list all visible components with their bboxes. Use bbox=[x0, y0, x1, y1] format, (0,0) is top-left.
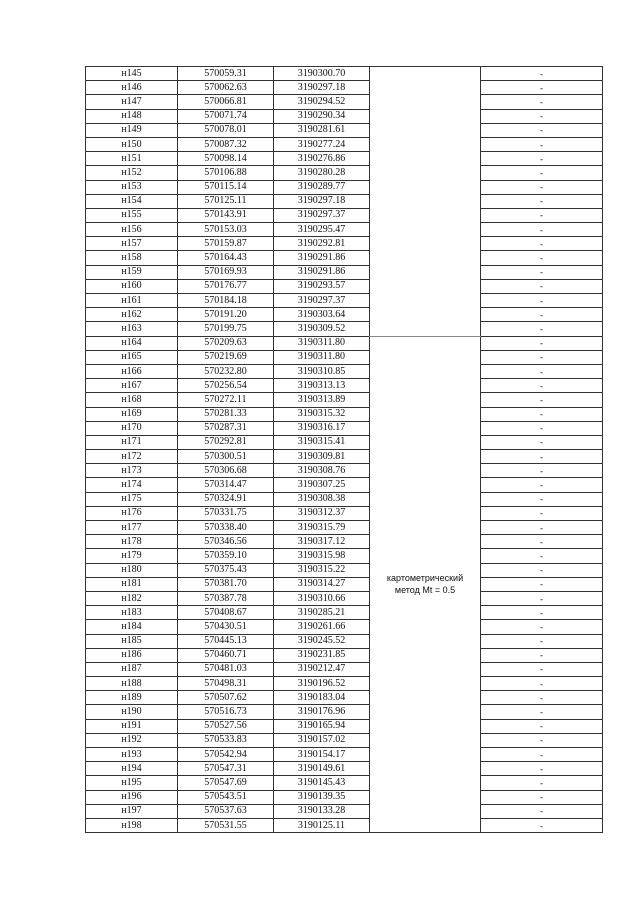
table-row bbox=[86, 620, 603, 634]
note-cell: - bbox=[481, 691, 603, 705]
table-row bbox=[86, 790, 603, 804]
x-coordinate-cell: 570507.62 bbox=[178, 691, 274, 705]
table-row bbox=[86, 606, 603, 620]
note-cell: - bbox=[481, 634, 603, 648]
note-cell: - bbox=[481, 237, 603, 251]
x-coordinate-cell: 570219.69 bbox=[178, 350, 274, 364]
note-cell: - bbox=[481, 123, 603, 137]
x-coordinate-cell: 570115.14 bbox=[178, 180, 274, 194]
note-cell: - bbox=[481, 577, 603, 591]
point-id-cell: н181 bbox=[86, 577, 178, 591]
y-coordinate-cell: 3190309.81 bbox=[274, 450, 370, 464]
y-coordinate-cell: 3190312.37 bbox=[274, 506, 370, 520]
point-id-cell: н183 bbox=[86, 606, 178, 620]
table-row bbox=[86, 152, 603, 166]
table-row bbox=[86, 364, 603, 378]
x-coordinate-cell: 570331.75 bbox=[178, 506, 274, 520]
y-coordinate-cell: 3190310.85 bbox=[274, 364, 370, 378]
note-cell: - bbox=[481, 194, 603, 208]
y-coordinate-cell: 3190295.47 bbox=[274, 223, 370, 237]
point-id-cell: н146 bbox=[86, 81, 178, 95]
table-row bbox=[86, 577, 603, 591]
table-row bbox=[86, 223, 603, 237]
y-coordinate-cell: 3190212.47 bbox=[274, 662, 370, 676]
note-cell: - bbox=[481, 109, 603, 123]
point-id-cell: н177 bbox=[86, 521, 178, 535]
note-cell: - bbox=[481, 251, 603, 265]
y-coordinate-cell: 3190149.61 bbox=[274, 762, 370, 776]
table-row bbox=[86, 237, 603, 251]
point-id-cell: н148 bbox=[86, 109, 178, 123]
note-cell: - bbox=[481, 818, 603, 832]
y-coordinate-cell: 3190277.24 bbox=[274, 137, 370, 151]
note-cell: - bbox=[481, 776, 603, 790]
point-id-cell: н194 bbox=[86, 762, 178, 776]
y-coordinate-cell: 3190157.02 bbox=[274, 733, 370, 747]
point-id-cell: н153 bbox=[86, 180, 178, 194]
x-coordinate-cell: 570381.70 bbox=[178, 577, 274, 591]
y-coordinate-cell: 3190300.70 bbox=[274, 67, 370, 81]
y-coordinate-cell: 3190313.13 bbox=[274, 379, 370, 393]
point-id-cell: н188 bbox=[86, 677, 178, 691]
point-id-cell: н152 bbox=[86, 166, 178, 180]
coordinates-table bbox=[85, 66, 603, 833]
point-id-cell: н162 bbox=[86, 308, 178, 322]
table-row bbox=[86, 662, 603, 676]
y-coordinate-cell: 3190285.21 bbox=[274, 606, 370, 620]
x-coordinate-cell: 570098.14 bbox=[178, 152, 274, 166]
y-coordinate-cell: 3190314.27 bbox=[274, 577, 370, 591]
table-row bbox=[86, 265, 603, 279]
point-id-cell: н145 bbox=[86, 67, 178, 81]
y-coordinate-cell: 3190165.94 bbox=[274, 719, 370, 733]
note-cell: - bbox=[481, 308, 603, 322]
x-coordinate-cell: 570346.56 bbox=[178, 535, 274, 549]
table-row bbox=[86, 194, 603, 208]
y-coordinate-cell: 3190308.38 bbox=[274, 492, 370, 506]
note-cell: - bbox=[481, 677, 603, 691]
x-coordinate-cell: 570543.51 bbox=[178, 790, 274, 804]
point-id-cell: н176 bbox=[86, 506, 178, 520]
point-id-cell: н164 bbox=[86, 336, 178, 350]
y-coordinate-cell: 3190139.35 bbox=[274, 790, 370, 804]
point-id-cell: н154 bbox=[86, 194, 178, 208]
x-coordinate-cell: 570300.51 bbox=[178, 450, 274, 464]
note-cell: - bbox=[481, 662, 603, 676]
x-coordinate-cell: 570078.01 bbox=[178, 123, 274, 137]
x-coordinate-cell: 570516.73 bbox=[178, 705, 274, 719]
method-cell-upper bbox=[370, 67, 481, 337]
point-id-cell: н163 bbox=[86, 322, 178, 336]
x-coordinate-cell: 570209.63 bbox=[178, 336, 274, 350]
table-row bbox=[86, 464, 603, 478]
table-row bbox=[86, 492, 603, 506]
note-cell: - bbox=[481, 450, 603, 464]
point-id-cell: н189 bbox=[86, 691, 178, 705]
y-coordinate-cell: 3190293.57 bbox=[274, 279, 370, 293]
x-coordinate-cell: 570531.55 bbox=[178, 818, 274, 832]
point-id-cell: н197 bbox=[86, 804, 178, 818]
x-coordinate-cell: 570287.31 bbox=[178, 421, 274, 435]
point-id-cell: н191 bbox=[86, 719, 178, 733]
y-coordinate-cell: 3190297.18 bbox=[274, 81, 370, 95]
table-row bbox=[86, 677, 603, 691]
x-coordinate-cell: 570375.43 bbox=[178, 563, 274, 577]
note-cell: - bbox=[481, 549, 603, 563]
table-row bbox=[86, 691, 603, 705]
x-coordinate-cell: 570066.81 bbox=[178, 95, 274, 109]
table-row bbox=[86, 180, 603, 194]
point-id-cell: н158 bbox=[86, 251, 178, 265]
point-id-cell: н172 bbox=[86, 450, 178, 464]
x-coordinate-cell: 570159.87 bbox=[178, 237, 274, 251]
table-row bbox=[86, 748, 603, 762]
table-row bbox=[86, 123, 603, 137]
y-coordinate-cell: 3190183.04 bbox=[274, 691, 370, 705]
y-coordinate-cell: 3190308.76 bbox=[274, 464, 370, 478]
table-row bbox=[86, 421, 603, 435]
y-coordinate-cell: 3190290.34 bbox=[274, 109, 370, 123]
note-cell: - bbox=[481, 705, 603, 719]
x-coordinate-cell: 570087.32 bbox=[178, 137, 274, 151]
y-coordinate-cell: 3190315.79 bbox=[274, 521, 370, 535]
y-coordinate-cell: 3190291.86 bbox=[274, 265, 370, 279]
y-coordinate-cell: 3190245.52 bbox=[274, 634, 370, 648]
table-row bbox=[86, 521, 603, 535]
x-coordinate-cell: 570533.83 bbox=[178, 733, 274, 747]
point-id-cell: н190 bbox=[86, 705, 178, 719]
x-coordinate-cell: 570430.51 bbox=[178, 620, 274, 634]
y-coordinate-cell: 3190289.77 bbox=[274, 180, 370, 194]
point-id-cell: н159 bbox=[86, 265, 178, 279]
x-coordinate-cell: 570256.54 bbox=[178, 379, 274, 393]
y-coordinate-cell: 3190307.25 bbox=[274, 478, 370, 492]
x-coordinate-cell: 570143.91 bbox=[178, 208, 274, 222]
table-row bbox=[86, 350, 603, 364]
note-cell: - bbox=[481, 322, 603, 336]
coordinates-table-body bbox=[86, 67, 603, 833]
note-cell: - bbox=[481, 137, 603, 151]
note-cell: - bbox=[481, 733, 603, 747]
note-cell: - bbox=[481, 719, 603, 733]
point-id-cell: н166 bbox=[86, 364, 178, 378]
y-coordinate-cell: 3190315.98 bbox=[274, 549, 370, 563]
point-id-cell: н175 bbox=[86, 492, 178, 506]
y-coordinate-cell: 3190196.52 bbox=[274, 677, 370, 691]
y-coordinate-cell: 3190145.43 bbox=[274, 776, 370, 790]
point-id-cell: н193 bbox=[86, 748, 178, 762]
y-coordinate-cell: 3190294.52 bbox=[274, 95, 370, 109]
point-id-cell: н178 bbox=[86, 535, 178, 549]
note-cell: - bbox=[481, 748, 603, 762]
point-id-cell: н180 bbox=[86, 563, 178, 577]
y-coordinate-cell: 3190281.61 bbox=[274, 123, 370, 137]
note-cell: - bbox=[481, 67, 603, 81]
y-coordinate-cell: 3190276.86 bbox=[274, 152, 370, 166]
point-id-cell: н187 bbox=[86, 662, 178, 676]
note-cell: - bbox=[481, 804, 603, 818]
y-coordinate-cell: 3190297.37 bbox=[274, 208, 370, 222]
x-coordinate-cell: 570281.33 bbox=[178, 407, 274, 421]
table-row bbox=[86, 208, 603, 222]
table-row bbox=[86, 81, 603, 95]
note-cell: - bbox=[481, 336, 603, 350]
y-coordinate-cell: 3190315.41 bbox=[274, 435, 370, 449]
note-cell: - bbox=[481, 152, 603, 166]
y-coordinate-cell: 3190231.85 bbox=[274, 648, 370, 662]
table-row bbox=[86, 776, 603, 790]
point-id-cell: н186 bbox=[86, 648, 178, 662]
note-cell: - bbox=[481, 95, 603, 109]
x-coordinate-cell: 570071.74 bbox=[178, 109, 274, 123]
point-id-cell: н160 bbox=[86, 279, 178, 293]
x-coordinate-cell: 570481.03 bbox=[178, 662, 274, 676]
note-cell: - bbox=[481, 393, 603, 407]
point-id-cell: н156 bbox=[86, 223, 178, 237]
note-cell: - bbox=[481, 492, 603, 506]
y-coordinate-cell: 3190309.52 bbox=[274, 322, 370, 336]
x-coordinate-cell: 570408.67 bbox=[178, 606, 274, 620]
x-coordinate-cell: 570232.80 bbox=[178, 364, 274, 378]
point-id-cell: н195 bbox=[86, 776, 178, 790]
table-row bbox=[86, 549, 603, 563]
note-cell: - bbox=[481, 762, 603, 776]
point-id-cell: н167 bbox=[86, 379, 178, 393]
point-id-cell: н171 bbox=[86, 435, 178, 449]
note-cell: - bbox=[481, 591, 603, 605]
point-id-cell: н161 bbox=[86, 294, 178, 308]
note-cell: - bbox=[481, 506, 603, 520]
note-cell: - bbox=[481, 379, 603, 393]
table-row bbox=[86, 762, 603, 776]
y-coordinate-cell: 3190133.28 bbox=[274, 804, 370, 818]
note-cell: - bbox=[481, 180, 603, 194]
x-coordinate-cell: 570498.31 bbox=[178, 677, 274, 691]
note-cell: - bbox=[481, 364, 603, 378]
table-row bbox=[86, 393, 603, 407]
x-coordinate-cell: 570306.68 bbox=[178, 464, 274, 478]
y-coordinate-cell: 3190303.64 bbox=[274, 308, 370, 322]
table-row bbox=[86, 506, 603, 520]
note-cell: - bbox=[481, 606, 603, 620]
table-row bbox=[86, 719, 603, 733]
y-coordinate-cell: 3190297.18 bbox=[274, 194, 370, 208]
table-row bbox=[86, 733, 603, 747]
y-coordinate-cell: 3190292.81 bbox=[274, 237, 370, 251]
point-id-cell: н170 bbox=[86, 421, 178, 435]
y-coordinate-cell: 3190280.28 bbox=[274, 166, 370, 180]
note-cell: - bbox=[481, 265, 603, 279]
note-cell: - bbox=[481, 535, 603, 549]
x-coordinate-cell: 570184.18 bbox=[178, 294, 274, 308]
table-row bbox=[86, 251, 603, 265]
y-coordinate-cell: 3190311.80 bbox=[274, 336, 370, 350]
x-coordinate-cell: 570460.71 bbox=[178, 648, 274, 662]
method-accuracy: метод Mt = 0.5 bbox=[394, 585, 456, 596]
y-coordinate-cell: 3190316.17 bbox=[274, 421, 370, 435]
table-row bbox=[86, 450, 603, 464]
x-coordinate-cell: 570153.03 bbox=[178, 223, 274, 237]
note-cell: - bbox=[481, 478, 603, 492]
x-coordinate-cell: 570324.91 bbox=[178, 492, 274, 506]
note-cell: - bbox=[481, 407, 603, 421]
y-coordinate-cell: 3190310.66 bbox=[274, 591, 370, 605]
y-coordinate-cell: 3190154.17 bbox=[274, 748, 370, 762]
point-id-cell: н173 bbox=[86, 464, 178, 478]
point-id-cell: н157 bbox=[86, 237, 178, 251]
x-coordinate-cell: 570547.31 bbox=[178, 762, 274, 776]
table-row bbox=[86, 804, 603, 818]
x-coordinate-cell: 570176.77 bbox=[178, 279, 274, 293]
point-id-cell: н150 bbox=[86, 137, 178, 151]
x-coordinate-cell: 570059.31 bbox=[178, 67, 274, 81]
x-coordinate-cell: 570199.75 bbox=[178, 322, 274, 336]
note-cell: - bbox=[481, 279, 603, 293]
y-coordinate-cell: 3190291.86 bbox=[274, 251, 370, 265]
note-cell: - bbox=[481, 620, 603, 634]
table-row bbox=[86, 95, 603, 109]
x-coordinate-cell: 570164.43 bbox=[178, 251, 274, 265]
table-row bbox=[86, 336, 603, 350]
x-coordinate-cell: 570191.20 bbox=[178, 308, 274, 322]
point-id-cell: н179 bbox=[86, 549, 178, 563]
table-row bbox=[86, 279, 603, 293]
note-cell: - bbox=[481, 81, 603, 95]
x-coordinate-cell: 570338.40 bbox=[178, 521, 274, 535]
x-coordinate-cell: 570445.13 bbox=[178, 634, 274, 648]
note-cell: - bbox=[481, 521, 603, 535]
point-id-cell: н151 bbox=[86, 152, 178, 166]
point-id-cell: н168 bbox=[86, 393, 178, 407]
method-name: картометрический bbox=[386, 573, 464, 584]
table-row bbox=[86, 379, 603, 393]
y-coordinate-cell: 3190313.89 bbox=[274, 393, 370, 407]
y-coordinate-cell: 3190315.32 bbox=[274, 407, 370, 421]
note-cell: - bbox=[481, 790, 603, 804]
table-row bbox=[86, 407, 603, 421]
y-coordinate-cell: 3190125.11 bbox=[274, 818, 370, 832]
table-row bbox=[86, 166, 603, 180]
note-cell: - bbox=[481, 464, 603, 478]
point-id-cell: н147 bbox=[86, 95, 178, 109]
point-id-cell: н174 bbox=[86, 478, 178, 492]
note-cell: - bbox=[481, 208, 603, 222]
y-coordinate-cell: 3190317.12 bbox=[274, 535, 370, 549]
point-id-cell: н185 bbox=[86, 634, 178, 648]
point-id-cell: н196 bbox=[86, 790, 178, 804]
table-row bbox=[86, 294, 603, 308]
method-cell bbox=[370, 336, 481, 833]
x-coordinate-cell: 570542.94 bbox=[178, 748, 274, 762]
x-coordinate-cell: 570314.47 bbox=[178, 478, 274, 492]
point-id-cell: н165 bbox=[86, 350, 178, 364]
note-cell: - bbox=[481, 435, 603, 449]
table-row bbox=[86, 648, 603, 662]
table-row bbox=[86, 435, 603, 449]
table-row bbox=[86, 137, 603, 151]
note-cell: - bbox=[481, 350, 603, 364]
point-id-cell: н198 bbox=[86, 818, 178, 832]
point-id-cell: н184 bbox=[86, 620, 178, 634]
x-coordinate-cell: 570527.56 bbox=[178, 719, 274, 733]
note-cell: - bbox=[481, 166, 603, 180]
x-coordinate-cell: 570292.81 bbox=[178, 435, 274, 449]
y-coordinate-cell: 3190297.37 bbox=[274, 294, 370, 308]
table-row bbox=[86, 818, 603, 832]
x-coordinate-cell: 570537.63 bbox=[178, 804, 274, 818]
y-coordinate-cell: 3190261.66 bbox=[274, 620, 370, 634]
table-row bbox=[86, 67, 603, 81]
point-id-cell: н182 bbox=[86, 591, 178, 605]
table-row bbox=[86, 308, 603, 322]
y-coordinate-cell: 3190311.80 bbox=[274, 350, 370, 364]
table-row bbox=[86, 478, 603, 492]
x-coordinate-cell: 570387.78 bbox=[178, 591, 274, 605]
x-coordinate-cell: 570106.88 bbox=[178, 166, 274, 180]
x-coordinate-cell: 570547.69 bbox=[178, 776, 274, 790]
note-cell: - bbox=[481, 223, 603, 237]
x-coordinate-cell: 570359.10 bbox=[178, 549, 274, 563]
y-coordinate-cell: 3190176.96 bbox=[274, 705, 370, 719]
note-cell: - bbox=[481, 421, 603, 435]
table-row bbox=[86, 563, 603, 577]
table-row bbox=[86, 322, 603, 336]
note-cell: - bbox=[481, 563, 603, 577]
table-row bbox=[86, 634, 603, 648]
table-row bbox=[86, 705, 603, 719]
table-row bbox=[86, 591, 603, 605]
x-coordinate-cell: 570169.93 bbox=[178, 265, 274, 279]
x-coordinate-cell: 570272.11 bbox=[178, 393, 274, 407]
x-coordinate-cell: 570125.11 bbox=[178, 194, 274, 208]
x-coordinate-cell: 570062.63 bbox=[178, 81, 274, 95]
point-id-cell: н169 bbox=[86, 407, 178, 421]
table-row bbox=[86, 535, 603, 549]
point-id-cell: н155 bbox=[86, 208, 178, 222]
point-id-cell: н192 bbox=[86, 733, 178, 747]
y-coordinate-cell: 3190315.22 bbox=[274, 563, 370, 577]
table-row bbox=[86, 109, 603, 123]
point-id-cell: н149 bbox=[86, 123, 178, 137]
note-cell: - bbox=[481, 648, 603, 662]
note-cell: - bbox=[481, 294, 603, 308]
